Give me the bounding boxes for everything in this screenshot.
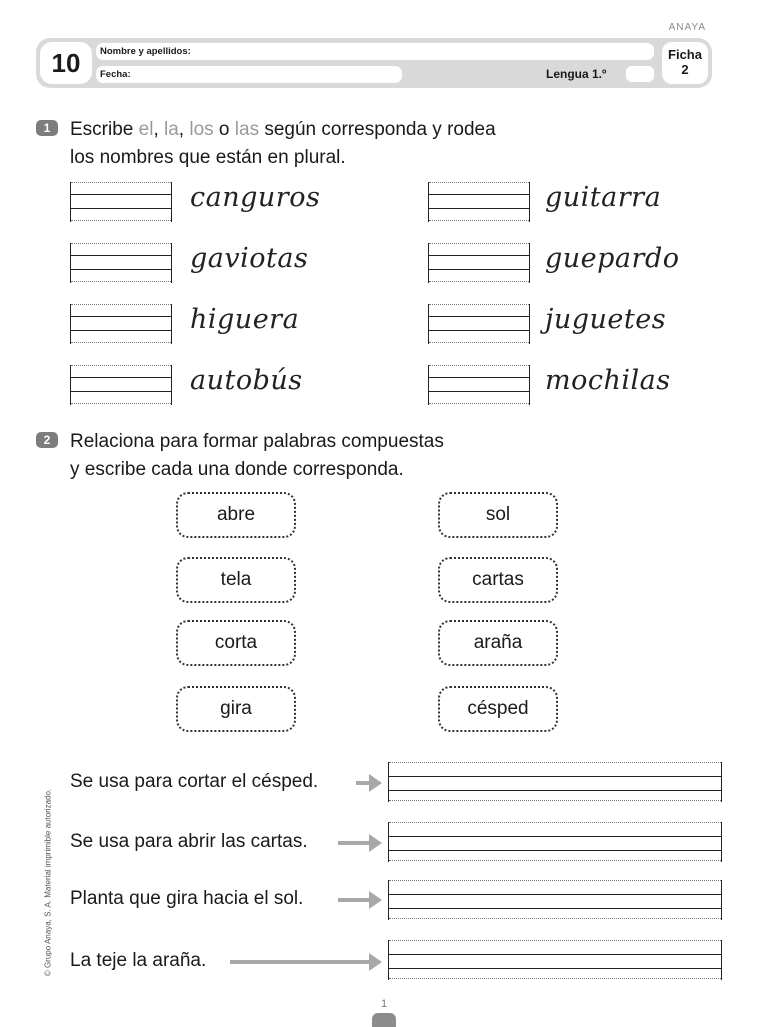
ficha-label: Ficha <box>668 47 702 62</box>
definition-text: Planta que gira hacia el sol. <box>70 888 304 909</box>
copyright-notice: © Grupo Anaya, S. A. Material imprimible autorizado. <box>43 788 53 977</box>
exercise-1-line-1 <box>70 116 496 144</box>
article-blank[interactable] <box>428 304 530 344</box>
cursive-word[interactable]: juguetes <box>545 304 667 335</box>
article-los: los <box>189 119 214 140</box>
word-box-left[interactable]: abre <box>176 492 296 538</box>
cursive-word[interactable]: guitarra <box>545 182 662 213</box>
article-la: la <box>164 119 179 140</box>
level-field <box>626 66 654 82</box>
exercise-1-badge: 1 <box>36 120 58 136</box>
unit-number: 10 <box>40 42 92 84</box>
publisher-logo: ANAYA <box>668 22 706 33</box>
arrow-right-icon <box>338 841 370 845</box>
answer-lines[interactable] <box>388 822 722 862</box>
article-blank[interactable] <box>428 182 530 222</box>
exercise-1-line-2: los nombres que están en plural. <box>70 147 346 168</box>
word-box-left[interactable]: gira <box>176 686 296 732</box>
instruction-text: Escribe <box>70 119 139 140</box>
exercise-2-line-2: y escribe cada una donde corresponda. <box>70 459 404 480</box>
word-box-right[interactable]: cartas <box>438 557 558 603</box>
name-label: Nombre y apellidos: <box>100 46 191 57</box>
definition-text: Se usa para abrir las cartas. <box>70 831 308 852</box>
word-box-left[interactable]: tela <box>176 557 296 603</box>
word-box-right[interactable]: araña <box>438 620 558 666</box>
word-box-left[interactable]: corta <box>176 620 296 666</box>
cursive-word[interactable]: canguros <box>190 182 321 213</box>
ficha-box <box>662 42 708 84</box>
instruction-text: , <box>178 119 190 140</box>
article-blank[interactable] <box>70 243 172 283</box>
definition-text: La teje la araña. <box>70 950 207 971</box>
cursive-word[interactable]: mochilas <box>545 365 671 396</box>
article-las: las <box>234 119 260 140</box>
ficha-number: 2 <box>681 62 689 77</box>
name-field[interactable] <box>96 43 654 60</box>
exercise-2-badge: 2 <box>36 432 58 448</box>
article-blank[interactable] <box>70 182 172 222</box>
date-label: Fecha: <box>100 69 131 80</box>
exercise-1-instructions <box>70 116 496 172</box>
instruction-text: o <box>213 119 235 140</box>
cursive-word[interactable]: guepardo <box>545 243 680 274</box>
instruction-text: , <box>153 119 164 140</box>
cursive-word[interactable]: autobús <box>190 365 303 396</box>
cursive-word[interactable]: gaviotas <box>190 243 309 274</box>
article-blank[interactable] <box>428 243 530 283</box>
arrow-right-icon <box>338 898 370 902</box>
article-blank[interactable] <box>70 304 172 344</box>
answer-lines[interactable] <box>388 940 722 980</box>
definition-text: Se usa para cortar el césped. <box>70 771 319 792</box>
exercise-2-instructions <box>70 428 444 484</box>
course-level: Lengua 1.º <box>546 67 607 81</box>
article-el: el <box>138 119 154 140</box>
word-box-right[interactable]: sol <box>438 492 558 538</box>
arrow-right-icon <box>230 960 370 964</box>
date-field[interactable] <box>96 66 402 83</box>
article-blank[interactable] <box>70 365 172 405</box>
answer-lines[interactable] <box>388 880 722 920</box>
page-tab <box>372 1013 396 1027</box>
answer-lines[interactable] <box>388 762 722 802</box>
page-number: 1 <box>380 998 388 1010</box>
exercise-2-line-1: Relaciona para formar palabras compuestas <box>70 431 444 452</box>
cursive-word[interactable]: higuera <box>190 304 300 335</box>
arrow-right-icon <box>356 781 370 785</box>
word-box-right[interactable]: césped <box>438 686 558 732</box>
article-blank[interactable] <box>428 365 530 405</box>
instruction-text: según corresponda y rodea <box>259 119 496 140</box>
